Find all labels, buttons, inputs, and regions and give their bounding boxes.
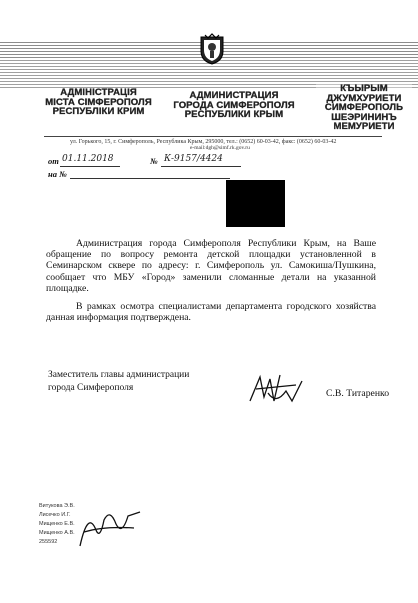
- redacted-recipient-block: [226, 180, 285, 227]
- executor-line: 255592: [39, 539, 58, 545]
- body-paragraph-1-text: Администрация города Симферополя Республики Крым, на Ваше обращение по вопросу ремонта детской площадки установленной в Семинарском сквере по адресу: г. Симферополь ул. Самокиша/Пушкина, сообщает что МБУ «Город» заменили сломанные детали на указанной площадке.: [46, 238, 376, 294]
- executor-line: Мищенко Е.В.: [39, 521, 75, 527]
- signatory-name: С.В. Титаренко: [326, 388, 390, 399]
- letterhead-divider: [44, 136, 382, 137]
- signatory-title-line2: города Симферополя: [48, 383, 134, 393]
- org-name-ukrainian: [26, 88, 171, 117]
- number-value: К-9157/4424: [164, 154, 223, 164]
- org-ua-line: МІСТА СІМФЕРОПОЛЯ: [26, 98, 171, 108]
- executor-line: Витукова Э.В.: [39, 503, 75, 509]
- body-paragraph-2-text: В рамках осмотра специалистами департамента городского хозяйства данная информация подтверждена.: [46, 301, 376, 324]
- number-label: №: [150, 156, 158, 166]
- reply-to-underline: [70, 178, 230, 179]
- org-cr-line: МЕМУРИЕТИ: [316, 122, 412, 132]
- date-value: 01.11.2018: [62, 154, 114, 164]
- executor-handwritten-signature: [74, 506, 144, 550]
- executor-line: Лисечко И.Г.: [39, 512, 71, 518]
- org-ru-line: РЕСПУБЛИКИ КРЫМ: [168, 110, 300, 120]
- date-underline: [60, 166, 120, 167]
- org-cr-line: ШЕЭРИНИНЪ: [316, 113, 412, 123]
- signatory-title-line1: Заместитель главы администрации: [48, 370, 190, 380]
- date-label: от: [48, 156, 59, 166]
- executor-line: Мищенко А.В.: [39, 530, 75, 536]
- letterhead-address: ул. Горького, 15, г. Симферополь, Республика Крым, 295000, тел.: (0652) 60-03-42, факс: (0652) 60-03-42: [70, 139, 337, 145]
- org-cr-line: ДЖУМХУРИЕТИ: [316, 94, 412, 104]
- org-name-crimean-tatar: [316, 84, 412, 132]
- body-paragraph-2: [46, 301, 376, 323]
- org-cr-line: КЪЫРЫМ: [316, 84, 412, 94]
- handwritten-signature: [246, 371, 306, 409]
- org-name-russian: [168, 91, 300, 120]
- reply-to-label: на №: [48, 169, 67, 179]
- org-ru-line: ГОРОДА СИМФЕРОПОЛЯ: [168, 101, 300, 111]
- org-ru-line: АДМИНИСТРАЦИЯ: [168, 91, 300, 101]
- org-ua-line: АДМІНІСТРАЦІЯ: [26, 88, 171, 98]
- signatory-title: [48, 369, 189, 395]
- executors-list: [39, 502, 75, 547]
- letterhead-email: e-mail:dgh@simf.rk.gov.ru: [190, 145, 250, 151]
- org-ua-line: РЕСПУБЛІКИ КРИМ: [26, 107, 171, 117]
- org-cr-line: СИМФЕРОПОЛЬ: [316, 103, 412, 113]
- city-coat-of-arms-icon: [199, 33, 225, 65]
- number-underline: [161, 166, 241, 167]
- body-paragraph-1: [46, 238, 376, 294]
